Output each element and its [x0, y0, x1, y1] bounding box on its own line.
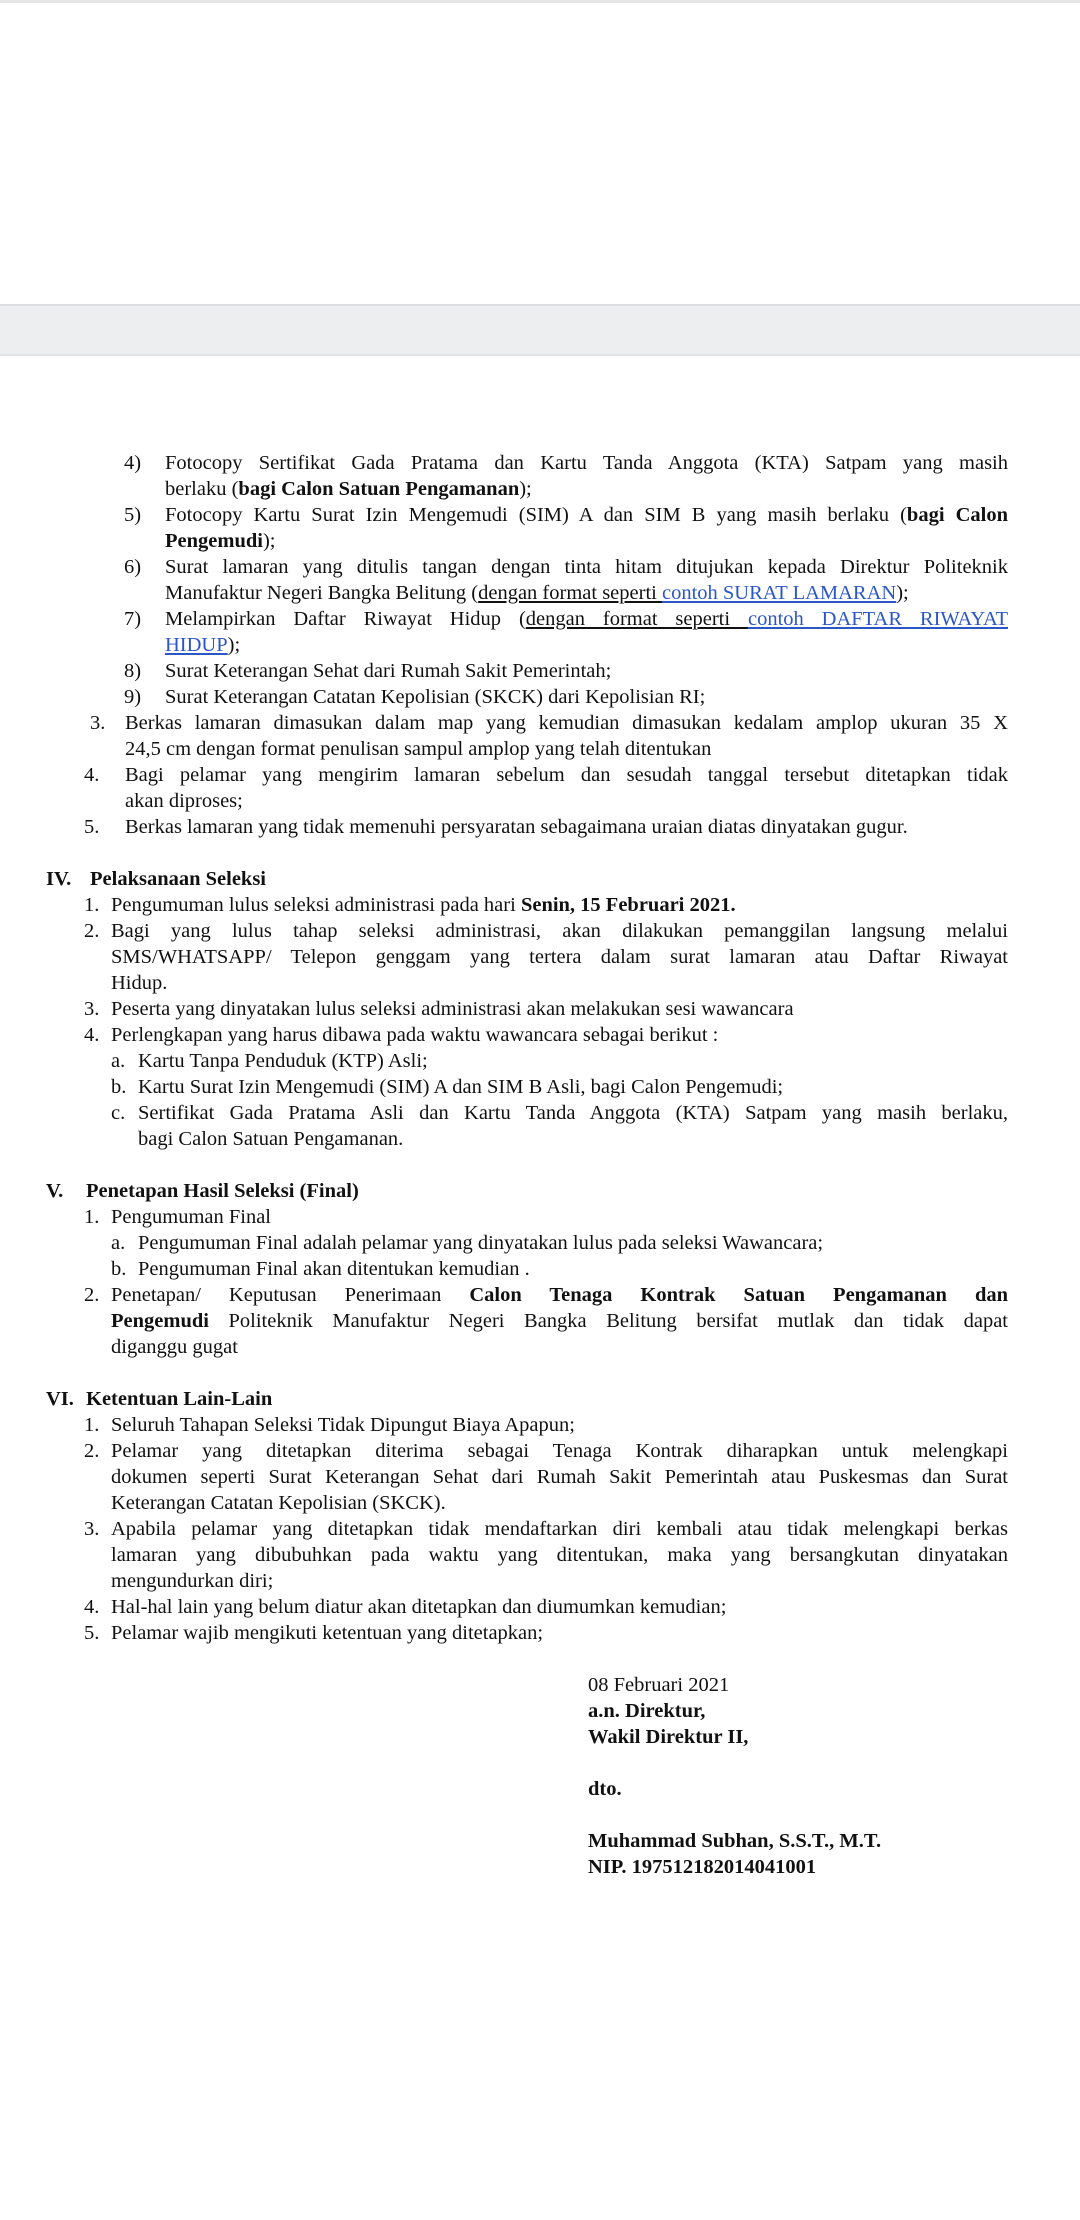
- item-text: Pengemudi);: [165, 530, 276, 552]
- signatory-nip: NIP. 197512182014041001: [588, 1856, 817, 1878]
- item-text: 24,5 cm dengan format penulisan sampul amplop yang telah ditentukan: [125, 738, 712, 760]
- item-number: 2.: [84, 1284, 100, 1306]
- signatory-name: Muhammad Subhan, S.S.T., M.T.: [588, 1830, 882, 1852]
- item-text: Bagi pelamar yang mengirim lamaran sebelum dan sesudah tanggal tersebut ditetapkan tidak: [125, 764, 1008, 786]
- item-text: Pelamar yang ditetapkan diterima sebagai Tenaga Kontrak diharapkan untuk melengkapi: [111, 1440, 1008, 1462]
- item-text: Keterangan Catatan Kepolisian (SKCK).: [111, 1492, 446, 1514]
- item-text: Surat lamaran yang ditulis tangan dengan tinta hitam ditujukan kepada Direktur Politeknik: [165, 556, 1008, 578]
- section-number: VI.: [46, 1388, 74, 1410]
- daftar-riwayat-link-cont[interactable]: HIDUP: [165, 634, 228, 656]
- item-text: lamaran yang dibubuhkan pada waktu yang ditentukan, maka yang bersangkutan dinyatakan: [111, 1544, 1008, 1566]
- item-text: SMS/WHATSAPP/ Telepon genggam yang tertera dalam surat lamaran atau Daftar Riwayat: [111, 946, 1008, 968]
- item-text: Pengumuman lulus seleksi administrasi pada hari Senin, 15 Februari 2021.: [111, 894, 736, 916]
- item-number: 3.: [90, 712, 106, 734]
- sub-item-text: Kartu Surat Izin Mengemudi (SIM) A dan SIM B Asli, bagi Calon Pengemudi;: [138, 1076, 784, 1098]
- item-text: Fotocopy Kartu Surat Izin Mengemudi (SIM) A dan SIM B yang masih berlaku (bagi Calon: [165, 504, 1009, 526]
- daftar-riwayat-link[interactable]: contoh DAFTAR RIWAYAT: [747, 608, 1009, 630]
- item-text: Pelamar wajib mengikuti ketentuan yang ditetapkan;: [111, 1622, 544, 1644]
- sub-item-number: a.: [111, 1050, 126, 1072]
- item-number: 3.: [84, 998, 100, 1020]
- item-text: Hal-hal lain yang belum diatur akan ditetapkan dan diumumkan kemudian;: [111, 1596, 727, 1618]
- top-divider: [0, 0, 1080, 3]
- item-number: 4.: [84, 1596, 100, 1618]
- item-text: akan diproses;: [125, 790, 243, 812]
- item-number: 3.: [84, 1518, 100, 1540]
- item-text: Pengemudi Politeknik Manufaktur Negeri Bangka Belitung bersifat mutlak dan tidak dapat: [111, 1310, 1008, 1332]
- sub-item-number: c.: [111, 1102, 126, 1124]
- sub-item-text: Sertifikat Gada Pratama Asli dan Kartu Tanda Anggota (KTA) Satpam yang masih berlaku,: [138, 1102, 1008, 1124]
- section-title: Pelaksanaan Seleksi: [90, 868, 266, 890]
- section-title: Ketentuan Lain-Lain: [86, 1388, 273, 1410]
- item-text: Hidup.: [111, 972, 168, 994]
- signature-date: 08 Februari 2021: [588, 1674, 730, 1696]
- item-number: 4.: [84, 764, 100, 786]
- item-text: Manufaktur Negeri Bangka Belitung (dengan format seperti contoh SURAT LAMARAN);: [165, 582, 909, 604]
- item-number: 7): [124, 608, 142, 630]
- item-text: Berkas lamaran dimasukan dalam map yang kemudian dimasukan kedalam amplop ukuran 35 X: [125, 712, 1008, 734]
- item-number: 6): [124, 556, 142, 578]
- sub-item-number: a.: [111, 1232, 126, 1254]
- sub-item-text: Kartu Tanpa Penduduk (KTP) Asli;: [138, 1050, 428, 1072]
- item-text: HIDUP);: [165, 634, 241, 656]
- item-number: 8): [124, 660, 142, 682]
- item-number: 1.: [84, 894, 100, 916]
- item-number: 4.: [84, 1024, 100, 1046]
- sub-item-text: bagi Calon Satuan Pengamanan.: [138, 1128, 404, 1150]
- signature-position: Wakil Direktur II,: [588, 1726, 749, 1748]
- section-number: V.: [46, 1180, 64, 1202]
- item-number: 5): [124, 504, 142, 526]
- item-text: Seluruh Tahapan Seleksi Tidak Dipungut Biaya Apapun;: [111, 1414, 575, 1436]
- page-break-gap: [0, 304, 1080, 356]
- signature-on-behalf: a.n. Direktur,: [588, 1700, 706, 1722]
- item-text: Surat Keterangan Sehat dari Rumah Sakit Pemerintah;: [165, 660, 612, 682]
- sub-item-text: Pengumuman Final adalah pelamar yang dinyatakan lulus pada seleksi Wawancara;: [138, 1232, 824, 1254]
- section-number: IV.: [46, 868, 72, 890]
- item-number: 9): [124, 686, 142, 708]
- item-text: dokumen seperti Surat Keterangan Sehat dari Rumah Sakit Pemerintah atau Puskesmas dan Surat: [111, 1466, 1008, 1488]
- sub-item-number: b.: [111, 1076, 127, 1098]
- item-text: Apabila pelamar yang ditetapkan tidak mendaftarkan diri kembali atau tidak melengkapi berkas: [111, 1518, 1008, 1540]
- item-text: Perlengkapan yang harus dibawa pada waktu wawancara sebagai berikut :: [111, 1024, 719, 1046]
- item-number: 5.: [84, 1622, 100, 1644]
- item-number: 4): [124, 452, 142, 474]
- item-number: 2.: [84, 1440, 100, 1462]
- signature-mark: dto.: [588, 1778, 622, 1800]
- section-title: Penetapan Hasil Seleksi (Final): [86, 1180, 359, 1202]
- item-number: 1.: [84, 1414, 100, 1436]
- item-text: Surat Keterangan Catatan Kepolisian (SKCK) dari Kepolisian RI;: [165, 686, 706, 708]
- item-text: Bagi yang lulus tahap seleksi administrasi, akan dilakukan pemanggilan langsung melalui: [111, 920, 1008, 942]
- item-text: Melampirkan Daftar Riwayat Hidup (dengan format seperti contoh DAFTAR RIWAYAT: [165, 608, 1009, 630]
- item-text: Fotocopy Sertifikat Gada Pratama dan Kartu Tanda Anggota (KTA) Satpam yang masih: [165, 452, 1008, 474]
- item-number: 2.: [84, 920, 100, 942]
- item-text: Berkas lamaran yang tidak memenuhi persyaratan sebagaimana uraian diatas dinyatakan gugur.: [125, 816, 908, 838]
- item-text: Pengumuman Final: [111, 1206, 272, 1228]
- surat-lamaran-link[interactable]: contoh SURAT LAMARAN: [661, 582, 897, 604]
- item-text: Penetapan/ Keputusan Penerimaan Calon Tenaga Kontrak Satuan Pengamanan dan: [111, 1284, 1008, 1306]
- sub-item-number: b.: [111, 1258, 127, 1280]
- item-number: 1.: [84, 1206, 100, 1228]
- item-text: Peserta yang dinyatakan lulus seleksi administrasi akan melakukan sesi wawancara: [111, 998, 794, 1020]
- item-text: berlaku (bagi Calon Satuan Pengamanan);: [165, 478, 532, 500]
- sub-item-text: Pengumuman Final akan ditentukan kemudian .: [138, 1258, 530, 1280]
- item-text: diganggu gugat: [111, 1336, 238, 1358]
- item-text: mengundurkan diri;: [111, 1570, 274, 1592]
- item-number: 5.: [84, 816, 100, 838]
